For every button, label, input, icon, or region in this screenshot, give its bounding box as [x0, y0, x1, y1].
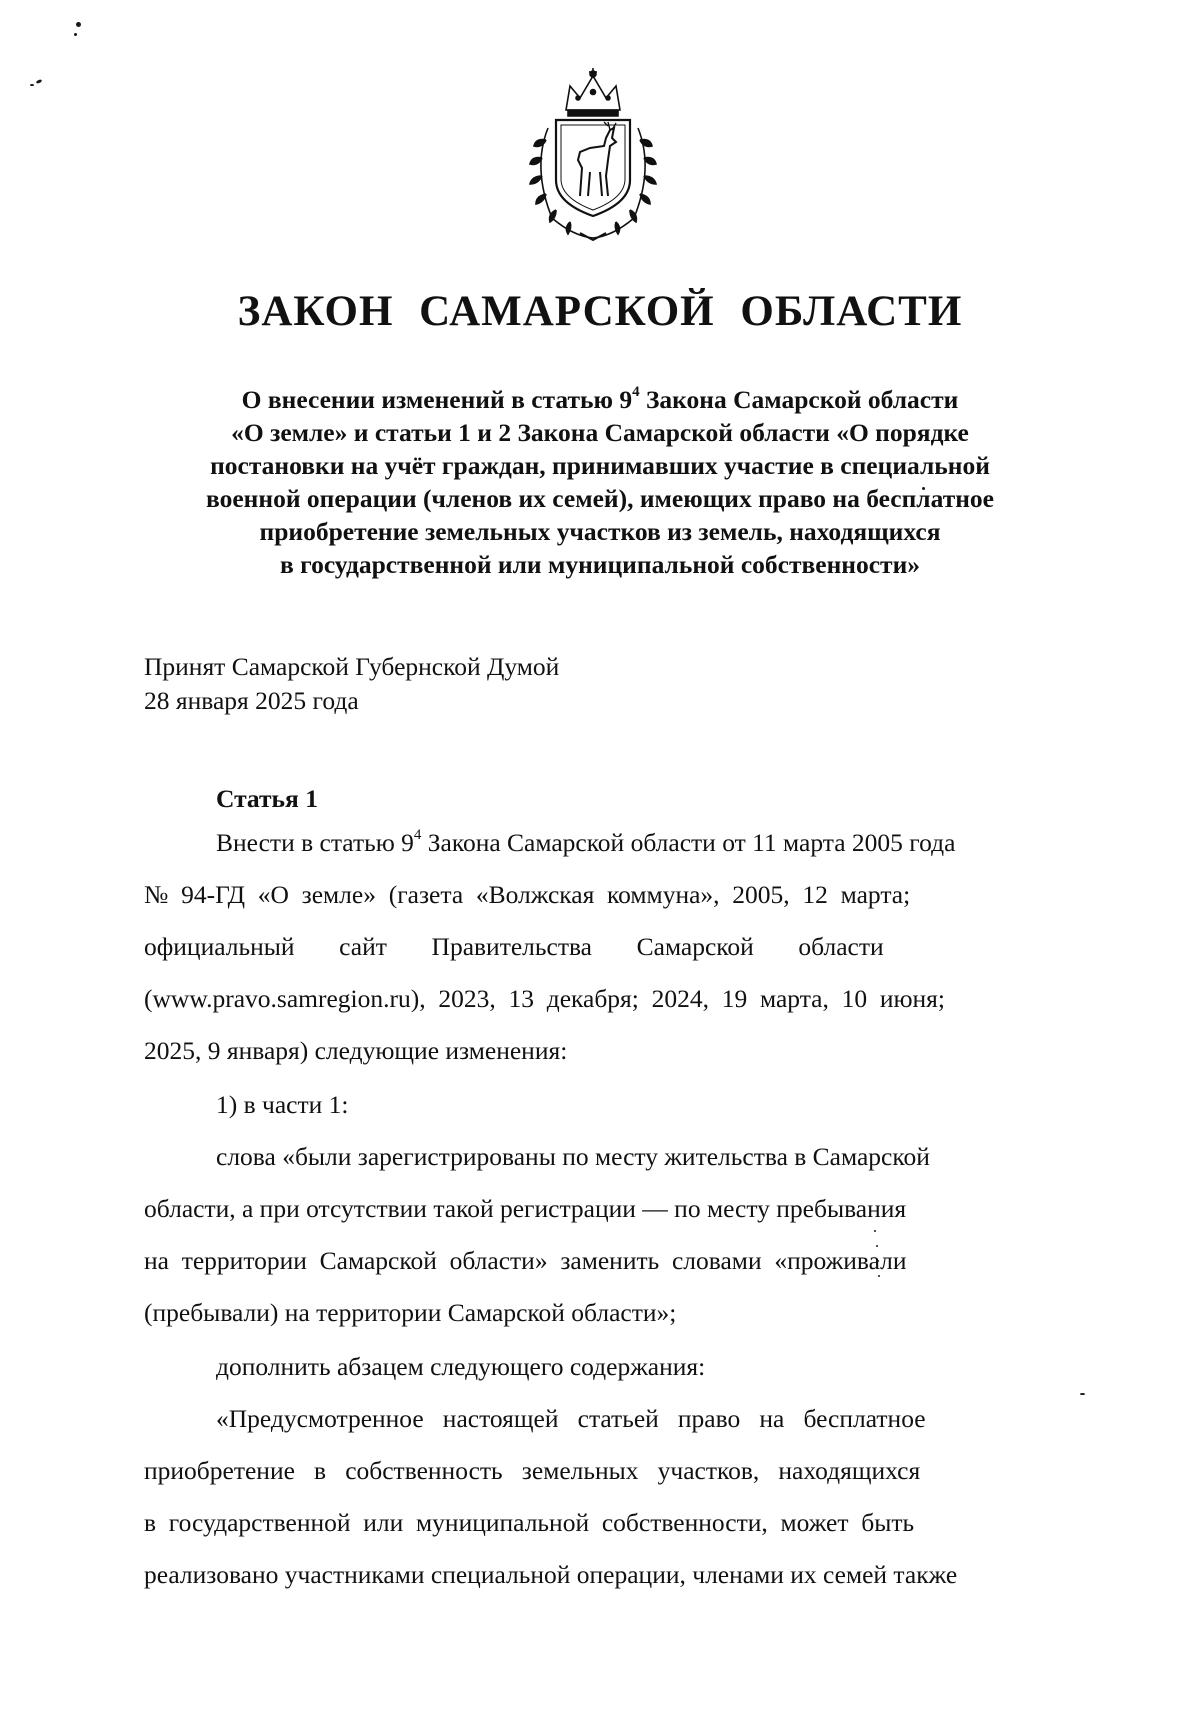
body-line: (пребывали) на территории Самарской области»; [144, 1298, 677, 1327]
scan-speck [76, 22, 81, 27]
scan-speck [874, 1230, 876, 1232]
adopted-by: Принят Самарской Губернской Думой [144, 652, 560, 681]
body-line-text: Закона Самарской области от 11 марта 2005 года [421, 828, 956, 857]
law-subtitle [150, 383, 1050, 581]
body-line: официальный сайт Правительства Самарской области [144, 932, 884, 961]
body-line: 2025, 9 января) следующие изменения: [144, 1036, 568, 1065]
body-line: на территории Самарской области» заменить словами «проживали [144, 1246, 907, 1275]
subtitle-line [150, 383, 1050, 416]
body-line: «Предусмотренное настоящей статьей право на бесплатное [216, 1404, 926, 1433]
scan-speck [1080, 1393, 1085, 1395]
subtitle-line: «О земле» и статьи 1 и 2 Закона Самарской области «О порядке [231, 418, 969, 447]
body-line: (www.pravo.samregion.ru), 2023, 13 декабря; 2024, 19 марта, 10 июня; [144, 984, 945, 1013]
body-line: № 94-ГД «О земле» (газета «Волжская коммуна», 2005, 12 марта; [144, 880, 911, 909]
adopted-date: 28 января 2025 года [144, 686, 359, 715]
scan-speck [36, 79, 43, 84]
coat-of-arms-emblem [518, 68, 668, 243]
subtitle-line: приобретение земельных участков из земель, находящихся [259, 517, 941, 546]
subtitle-line: постановки на учёт граждан, принимавших участие в специальной [210, 451, 990, 480]
subtitle-line: в государственной или муниципальной собственности» [279, 550, 921, 579]
subtitle-line-text: Закона Самарской области [639, 385, 959, 414]
body-line: в государственной или муниципальной собственности, может быть [144, 1508, 915, 1537]
superscript-index: 4 [413, 827, 422, 843]
body-line: дополнить абзацем следующего содержания: [216, 1352, 706, 1381]
coat-of-arms-icon [518, 68, 668, 243]
body-line: области, а при отсутствии такой регистрации — по месту пребывания [144, 1194, 907, 1223]
body-line [216, 828, 1056, 858]
superscript-index: 4 [632, 384, 640, 400]
law-title: ЗАКОН САМАРСКОЙ ОБЛАСТИ [237, 288, 963, 335]
scan-speck [30, 84, 34, 86]
scan-speck [74, 33, 77, 36]
body-line: приобретение в собственность земельных участков, находящихся [144, 1456, 921, 1485]
subtitle-line-text: О внесении изменений в статью 9 [241, 385, 633, 414]
body-line: слова «были зарегистрированы по месту жительства в Самарской [216, 1142, 930, 1171]
subtitle-line: военной операции (членов их семей), имеющих право на бесплатное [206, 484, 994, 513]
body-line: 1) в части 1: [216, 1090, 349, 1119]
adoption-info [144, 650, 559, 718]
article-heading: Статья 1 [216, 784, 318, 813]
body-line: реализовано участниками специальной операции, членами их семей также [144, 1560, 958, 1589]
body-line-text: Внести в статью 9 [216, 828, 414, 857]
